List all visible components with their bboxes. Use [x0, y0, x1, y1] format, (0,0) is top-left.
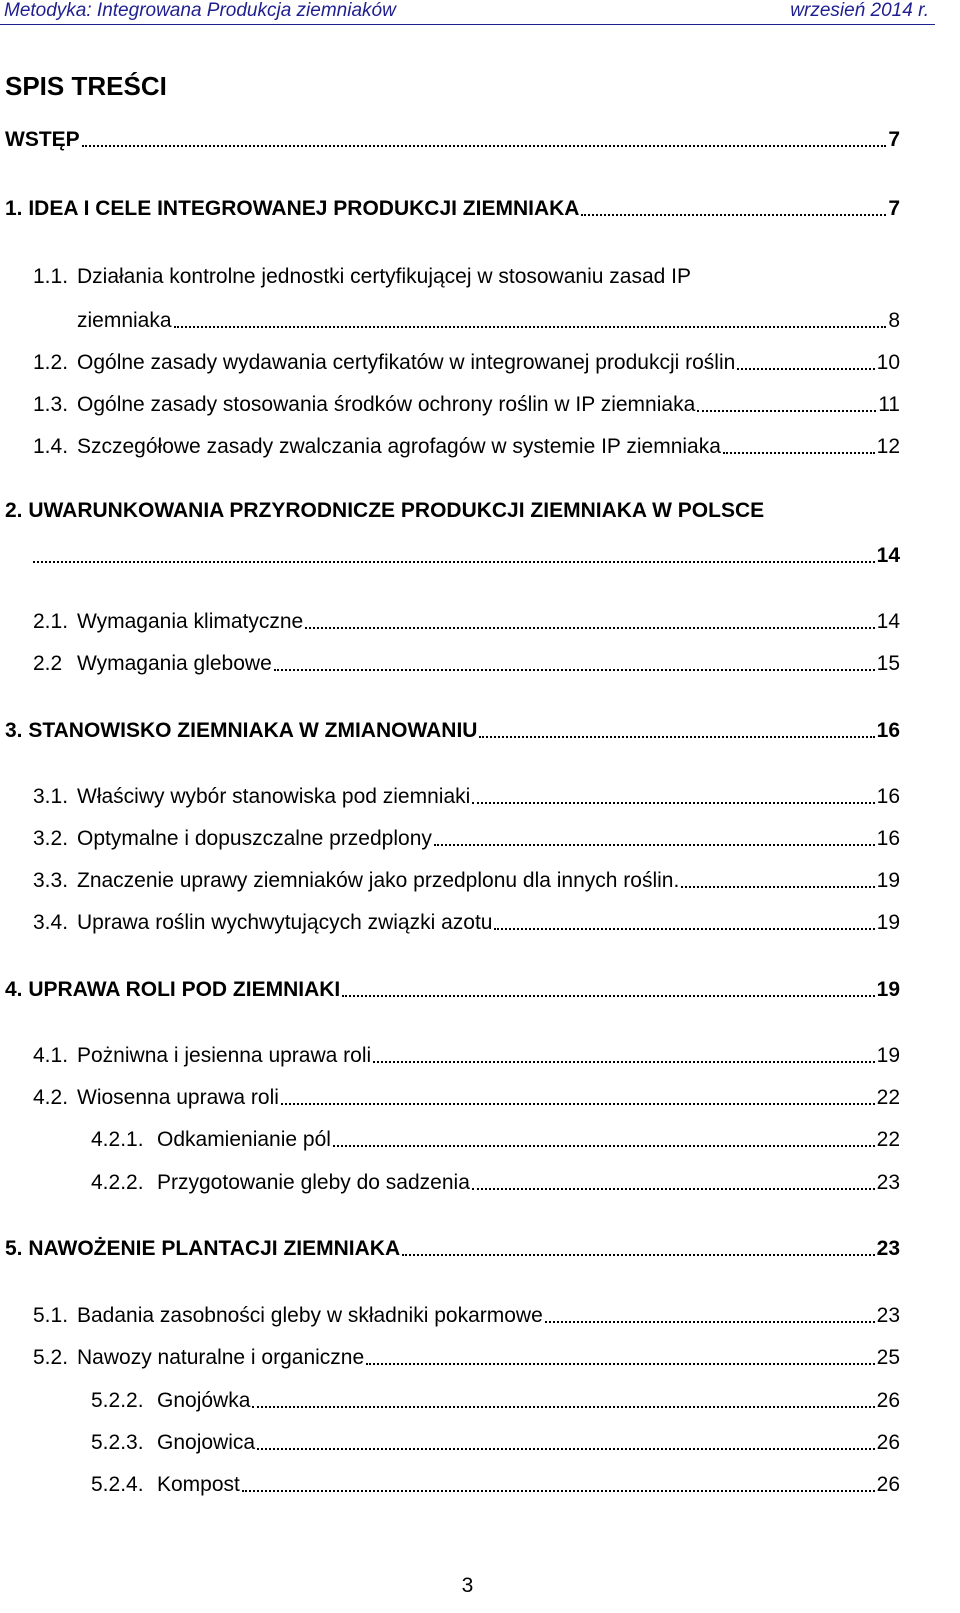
toc-entry[interactable]: [33, 1085, 900, 1111]
toc-entry-number: 1.1.: [33, 265, 69, 288]
toc-entry-page: 26: [876, 1473, 900, 1496]
page-number: 3: [461, 1574, 474, 1597]
toc-entry-title: 3. STANOWISKO ZIEMNIAKA W ZMIANOWANIU: [5, 719, 478, 742]
dot-leader: [402, 1254, 875, 1256]
toc-entry-page: 22: [876, 1086, 900, 1109]
toc-entry-page: 19: [876, 869, 900, 892]
dot-leader: [257, 1448, 875, 1450]
toc-entry-page: 19: [876, 978, 900, 1001]
toc-entry[interactable]: [33, 784, 900, 810]
toc-entry-number: 5.2.: [33, 1346, 69, 1369]
toc-entry[interactable]: [33, 1303, 900, 1329]
toc-entry-title: 4. UPRAWA ROLI POD ZIEMNIAKI: [5, 978, 341, 1001]
dot-leader: [82, 145, 887, 147]
toc-entry-title: Optymalne i dopuszczalne przedplony: [77, 827, 432, 850]
toc-entry-number: 3.4.: [33, 911, 69, 934]
toc-entry-page: 26: [876, 1389, 900, 1412]
dot-leader: [174, 326, 887, 328]
dot-leader: [274, 669, 875, 671]
toc-entry-page: 7: [888, 197, 900, 220]
toc-entry-page: 19: [876, 1044, 900, 1067]
toc-entry[interactable]: [33, 264, 900, 290]
dot-leader: [366, 1363, 874, 1365]
toc-entry[interactable]: [33, 434, 900, 460]
toc-entry-number: 4.2.2.: [91, 1171, 144, 1194]
toc-entry[interactable]: [91, 1170, 900, 1196]
toc-entry-title: Odkamienianie pól: [157, 1128, 331, 1151]
toc-entry[interactable]: [91, 1388, 900, 1414]
toc-entry-title: WSTĘP: [5, 128, 80, 151]
toc-entry-title: 1. IDEA I CELE INTEGROWANEJ PRODUKCJI ZIEMNIAKA: [5, 197, 580, 220]
dot-leader: [242, 1490, 875, 1492]
dot-leader: [305, 627, 874, 629]
toc-entry-number: 3.2.: [33, 827, 69, 850]
toc-entry[interactable]: [33, 1345, 900, 1371]
toc-entry-number: 1.2.: [33, 351, 69, 374]
toc-entry[interactable]: [5, 127, 900, 153]
toc-entry-number: 5.1.: [33, 1304, 69, 1327]
toc-entry-page: 16: [876, 827, 900, 850]
dot-leader: [737, 368, 874, 370]
toc-entry-page: 23: [876, 1171, 900, 1194]
toc-entry-page: 23: [876, 1304, 900, 1327]
toc-entry[interactable]: [91, 1127, 900, 1153]
toc-entry[interactable]: [33, 609, 900, 635]
dot-leader: [545, 1321, 875, 1323]
dot-leader: [681, 886, 874, 888]
header-date: wrzesień 2014 r.: [790, 0, 929, 21]
toc-entry-title: Badania zasobności gleby w składniki pokarmowe: [77, 1304, 543, 1327]
dot-leader: [434, 844, 875, 846]
dot-leader: [252, 1406, 874, 1408]
dot-leader: [281, 1103, 875, 1105]
dot-leader: [342, 995, 874, 997]
toc-entry-title: Ogólne zasady stosowania środków ochrony roślin w IP ziemniaka: [77, 393, 696, 416]
toc-entry-title: Działania kontrolne jednostki certyfikującej w stosowaniu zasad IP: [77, 265, 691, 288]
toc-title: SPIS TREŚCI: [5, 71, 167, 101]
toc-entry[interactable]: [33, 826, 900, 852]
toc-entry-continuation[interactable]: [77, 308, 900, 334]
toc-entry-title: Wiosenna uprawa roli: [77, 1086, 279, 1109]
toc-entry-continuation[interactable]: [33, 543, 900, 569]
dot-leader: [723, 452, 875, 454]
toc-entry[interactable]: [33, 868, 900, 894]
toc-entry-title: Znaczenie uprawy ziemniaków jako przedplonu dla innych roślin.: [77, 869, 680, 892]
toc-entry[interactable]: [33, 350, 900, 376]
toc-entry-page: 14: [876, 544, 900, 567]
dot-leader: [472, 1188, 875, 1190]
dot-leader: [479, 736, 874, 738]
toc-entry[interactable]: [5, 1236, 900, 1262]
toc-entry[interactable]: [5, 498, 900, 524]
toc-entry-title: 5. NAWOŻENIE PLANTACJI ZIEMNIAKA: [5, 1237, 401, 1260]
toc-entry-title: Ogólne zasady wydawania certyfikatów w integrowanej produkcji roślin: [77, 351, 736, 374]
toc-entry[interactable]: [33, 1043, 900, 1069]
toc-entry-number: 5.2.4.: [91, 1473, 144, 1496]
toc-entry-title: Szczegółowe zasady zwalczania agrofagów w systemie IP ziemniaka: [77, 435, 721, 458]
toc-entry-number: 1.3.: [33, 393, 69, 416]
toc-entry-title: Pożniwna i jesienna uprawa roli: [77, 1044, 372, 1067]
toc-entry-page: 22: [876, 1128, 900, 1151]
toc-entry-title: Nawozy naturalne i organiczne: [77, 1346, 365, 1369]
toc-entry-page: 11: [878, 393, 900, 416]
toc-entry[interactable]: [91, 1430, 900, 1456]
dot-leader: [697, 410, 876, 412]
toc-entry-title: Gnojówka: [157, 1389, 251, 1412]
dot-leader: [494, 928, 874, 930]
toc-entry-page: 12: [876, 435, 900, 458]
toc-entry-page: 16: [876, 785, 900, 808]
toc-entry-page: 19: [876, 911, 900, 934]
toc-entry-number: 5.2.2.: [91, 1389, 144, 1412]
toc-entry-title: Gnojowica: [157, 1431, 256, 1454]
toc-entry-number: 4.1.: [33, 1044, 69, 1067]
toc-entry-page: 10: [876, 351, 900, 374]
dot-leader: [373, 1061, 874, 1063]
toc-entry-page: 26: [876, 1431, 900, 1454]
toc-entry[interactable]: [33, 392, 900, 418]
toc-entry-title: Kompost: [157, 1473, 240, 1496]
toc-entry-title: Właściwy wybór stanowiska pod ziemniaki: [77, 785, 471, 808]
toc-entry-page: 23: [876, 1237, 900, 1260]
toc-entry-title: Wymagania klimatyczne: [77, 610, 304, 633]
toc-entry-number: 4.2.: [33, 1086, 69, 1109]
toc-entry[interactable]: [5, 977, 900, 1003]
toc-entry-page: 14: [876, 610, 900, 633]
toc-entry-title: Wymagania glebowe: [77, 652, 272, 675]
toc-entry-title: Uprawa roślin wychwytujących związki azotu: [77, 911, 493, 934]
toc-entry-title: Przygotowanie gleby do sadzenia: [157, 1171, 470, 1194]
toc-entry-number: 2.1.: [33, 610, 69, 633]
toc-entry-page: 25: [876, 1346, 900, 1369]
toc-entry[interactable]: [33, 910, 900, 936]
toc-entry-page: 7: [888, 128, 900, 151]
toc-entry[interactable]: [91, 1472, 900, 1498]
toc-entry-number: 3.1.: [33, 785, 69, 808]
toc-entry-number: 1.4.: [33, 435, 69, 458]
toc-entry[interactable]: [5, 196, 900, 222]
header-title: Metodyka: Integrowana Produkcja ziemniaków: [4, 0, 396, 21]
dot-leader: [33, 561, 875, 563]
toc-entry[interactable]: [33, 651, 900, 677]
toc-entry-number: 2.2: [33, 652, 63, 675]
toc-entry-title: ziemniaka: [77, 309, 172, 332]
dot-leader: [581, 214, 886, 216]
toc-entry[interactable]: [5, 718, 900, 744]
toc-entry-page: 16: [876, 719, 900, 742]
dot-leader: [333, 1145, 875, 1147]
toc-entry-page: 8: [888, 309, 900, 332]
dot-leader: [472, 802, 874, 804]
toc-entry-number: 4.2.1.: [91, 1128, 144, 1151]
toc-entry-page: 15: [876, 652, 900, 675]
toc-entry-number: 3.3.: [33, 869, 69, 892]
toc-entry-title: 2. UWARUNKOWANIA PRZYRODNICZE PRODUKCJI ZIEMNIAKA W POLSCE: [5, 499, 765, 522]
toc-entry-number: 5.2.3.: [91, 1431, 144, 1454]
